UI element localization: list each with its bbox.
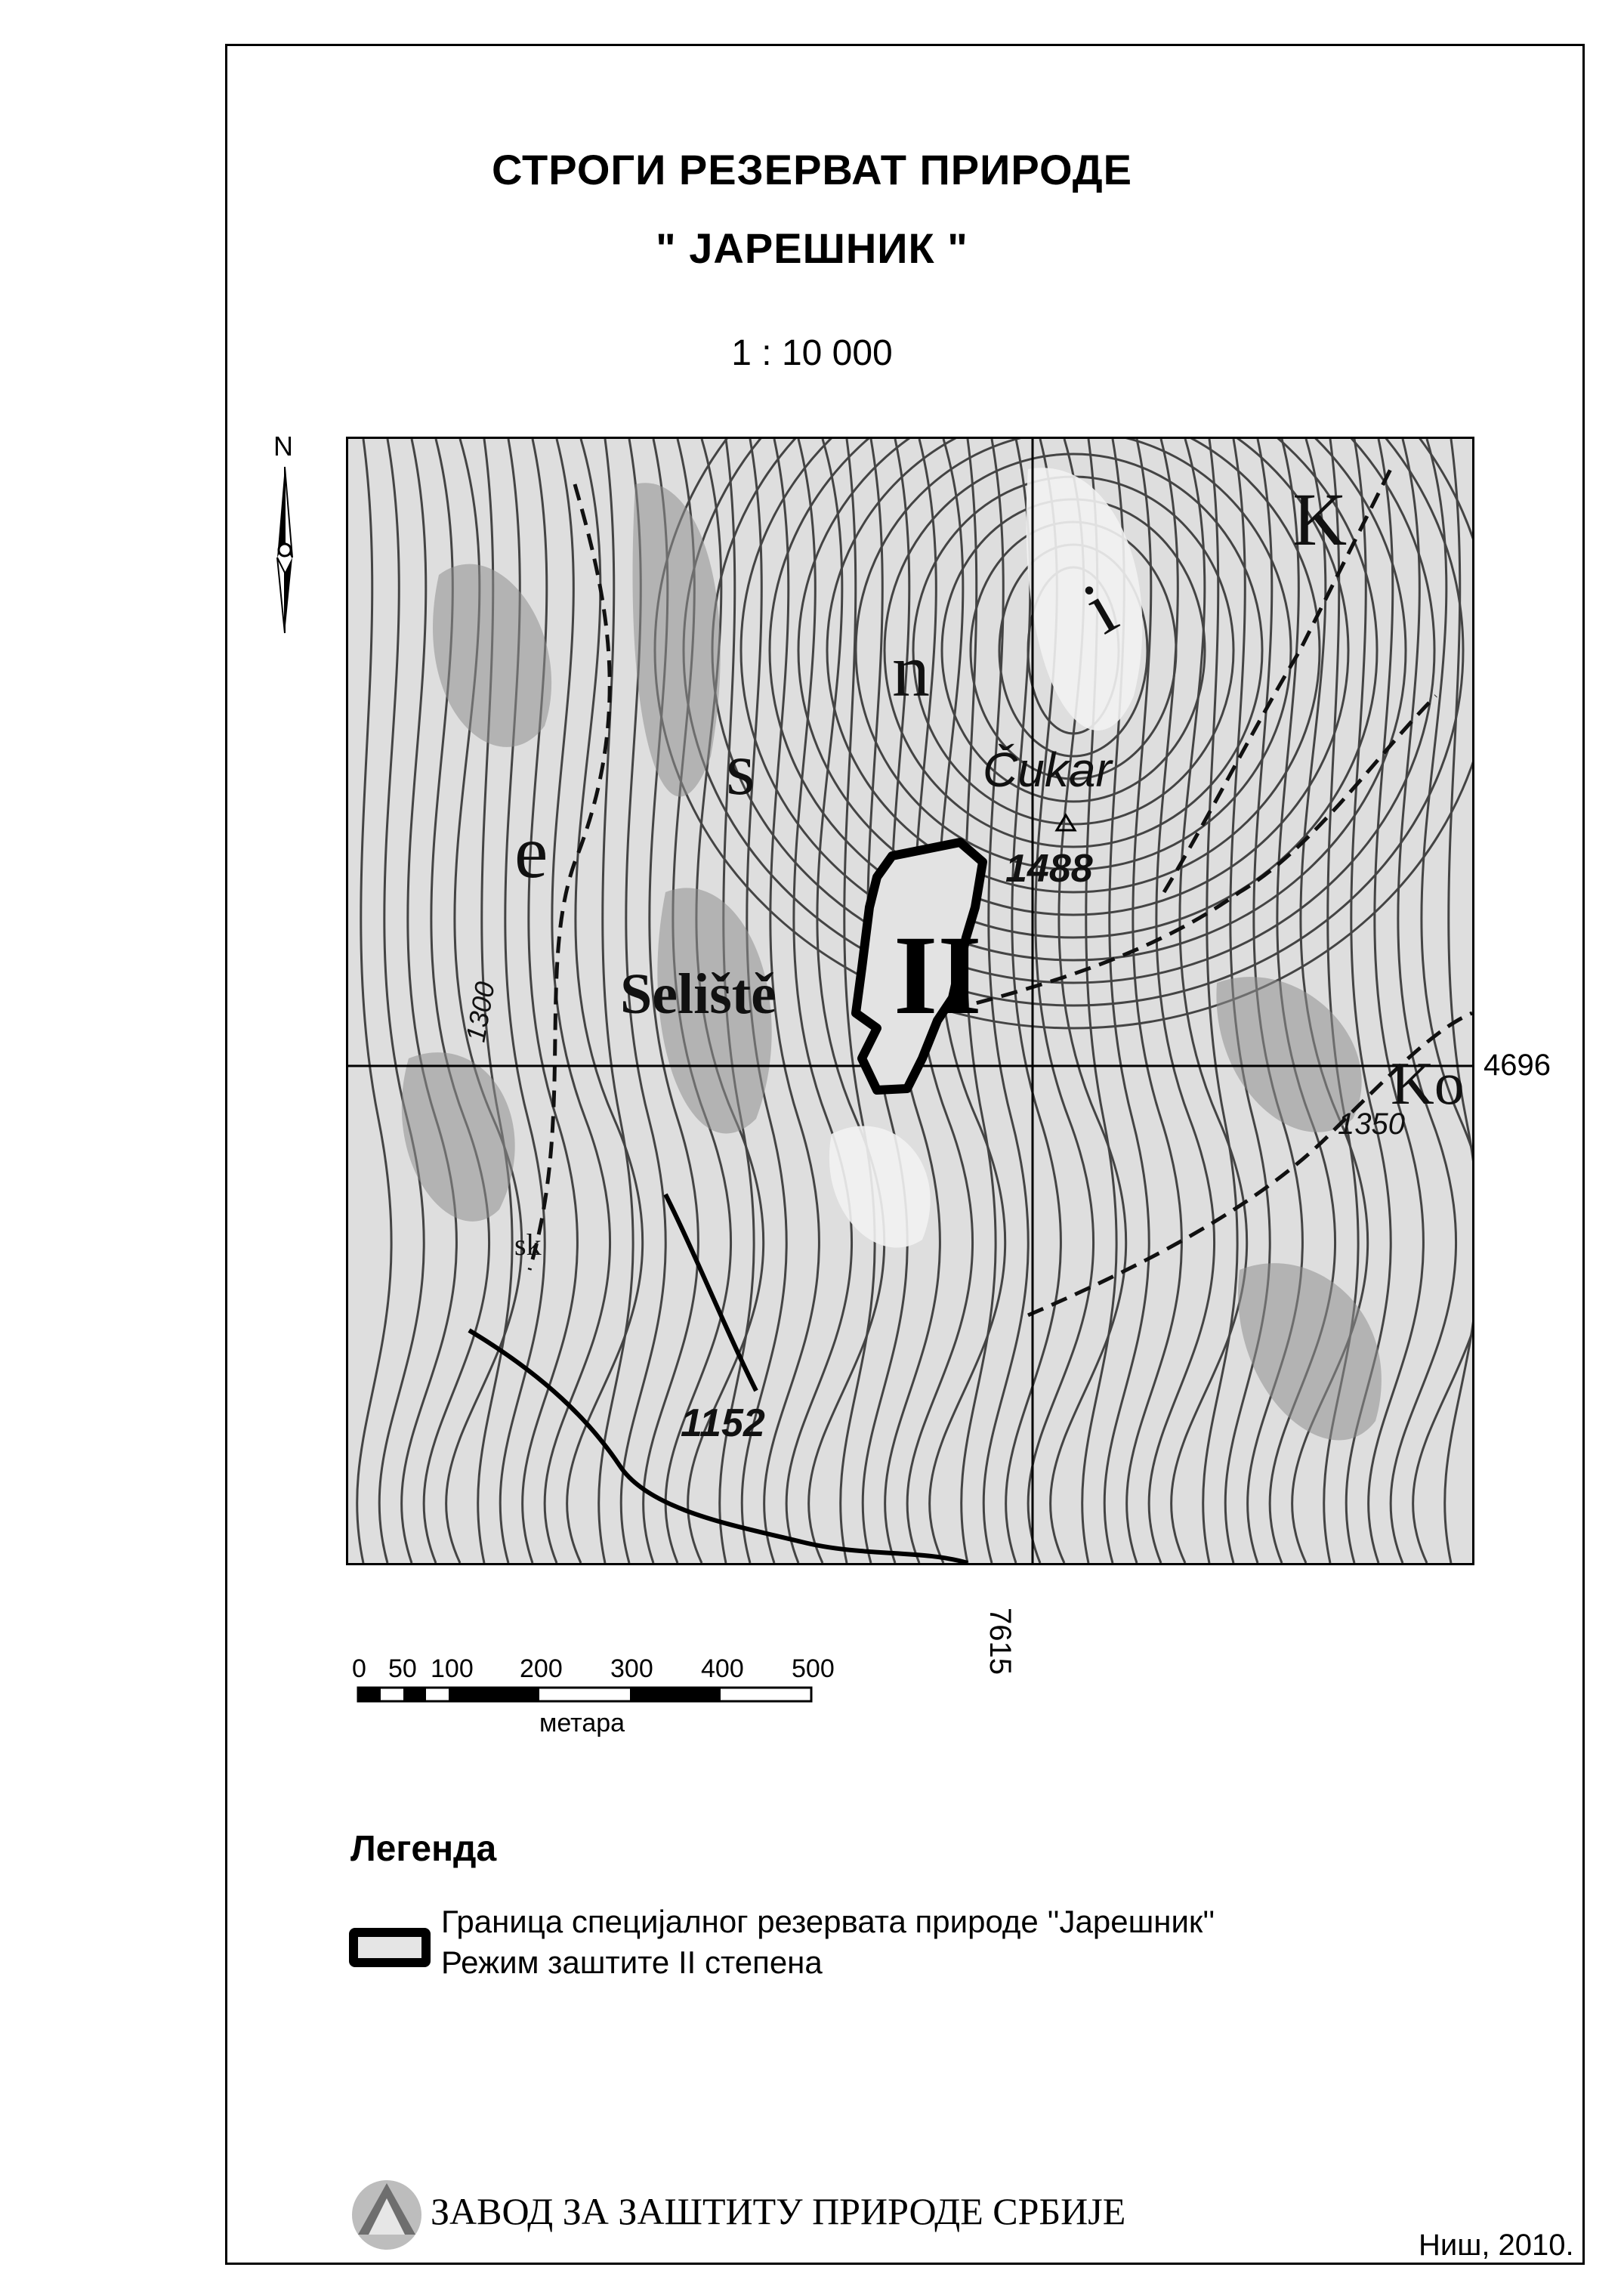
- scale-tick-50: 50: [388, 1654, 417, 1683]
- area-letter-e: e: [514, 810, 548, 894]
- north-arrow-icon: [266, 429, 304, 656]
- map-title: СТРОГИ РЕЗЕРВАТ ПРИРОДЕ: [491, 146, 1133, 193]
- scale-tick-0: 0: [352, 1654, 366, 1683]
- legend-boundary-label: Граница специјалног резервата природе ''Јарешник'': [441, 1904, 1215, 1939]
- scale-tick-200: 200: [520, 1654, 563, 1683]
- reserve-name: " ЈАРЕШНИК ": [656, 224, 968, 272]
- easting-coordinate: 7615: [983, 1608, 1017, 1675]
- elevation-label-1488: 1488: [1005, 847, 1093, 891]
- legend-boundary-swatch: [349, 1928, 431, 1967]
- scale-tick-500: 500: [792, 1654, 835, 1683]
- elevation-label-1350: 1350: [1338, 1107, 1405, 1141]
- place-label-ko: Ko: [1391, 1051, 1465, 1117]
- institute-logo-icon: [349, 2176, 425, 2251]
- place-date: Ниш, 2010.: [1419, 2229, 1574, 2262]
- area-letter-n: n: [892, 629, 930, 712]
- map-canvas: [348, 439, 1472, 1563]
- area-letter-s: s: [726, 727, 755, 811]
- area-letter-i: i: [1070, 567, 1131, 650]
- scale-tick-400: 400: [701, 1654, 744, 1683]
- legend-title: Легенда: [350, 1829, 497, 1869]
- place-label-sk: sk: [514, 1228, 542, 1262]
- scale-tick-100: 100: [431, 1654, 474, 1683]
- map-scale: 1 : 10 000: [731, 333, 893, 373]
- topographic-map[interactable]: [346, 437, 1474, 1565]
- place-label-seliste: Seliště: [620, 962, 776, 1026]
- elevation-label-1152: 1152: [681, 1401, 765, 1445]
- northing-coordinate: 4696: [1484, 1049, 1551, 1082]
- scale-tick-300: 300: [610, 1654, 653, 1683]
- area-letter-k: K: [1292, 477, 1348, 561]
- legend-protection-label: Режим заштите II степена: [441, 1944, 823, 1980]
- scale-bar: [347, 1647, 838, 1760]
- scale-unit: метара: [539, 1709, 625, 1738]
- elevation-label-1300: 1300: [459, 979, 501, 1045]
- zone-label: II: [894, 913, 982, 1038]
- institute-name: ЗАВОД ЗА ЗАШТИТУ ПРИРОДЕ СРБИЈЕ: [431, 2190, 1126, 2232]
- north-label: N: [273, 431, 293, 462]
- place-label-cukar: Čukar: [983, 743, 1112, 797]
